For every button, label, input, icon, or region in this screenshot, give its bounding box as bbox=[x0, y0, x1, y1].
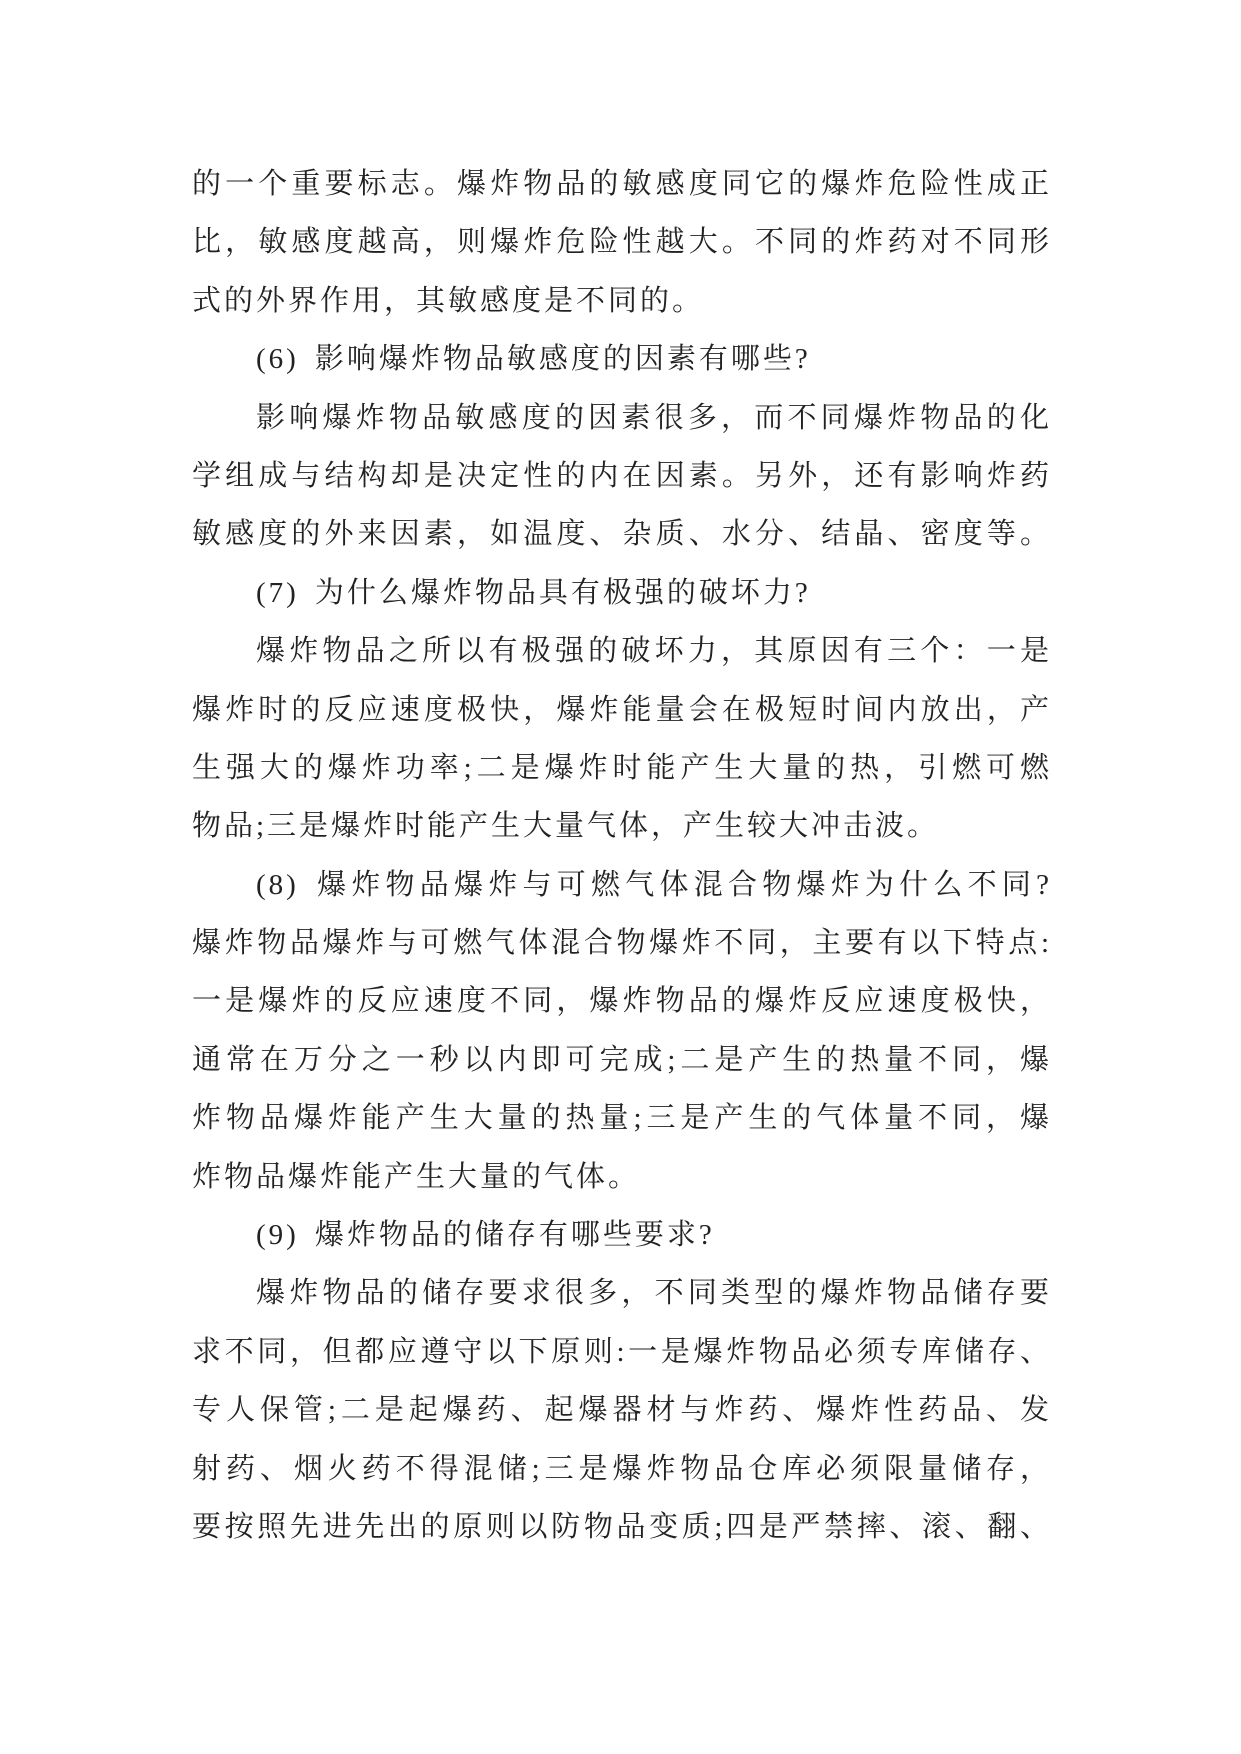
answer-line: 求不同，但都应遵守以下原则:一是爆炸物品必须专库储存、 bbox=[192, 1335, 1052, 1368]
answer-line: 一是爆炸的反应速度不同，爆炸物品的爆炸反应速度极快， bbox=[192, 985, 1052, 1018]
body-text-line: 比，敏感度越高，则爆炸危险性越大。不同的炸药对不同形 bbox=[192, 226, 1052, 259]
question-line bbox=[192, 1206, 1052, 1264]
body-text-line: 的一个重要标志。爆炸物品的敏感度同它的爆炸危险性成正 bbox=[192, 168, 1052, 200]
body-text-line: 式的外界作用，其敏感度是不同的。 bbox=[192, 284, 705, 317]
answer-line: 爆炸物品之所以有极强的破坏力，其原因有三个：一是 bbox=[256, 635, 1052, 668]
answer-line: 专人保管;二是起爆药、起爆器材与炸药、爆炸性药品、发 bbox=[192, 1394, 1052, 1427]
question-text: 影响爆炸物品敏感度的因素有哪些? bbox=[314, 343, 811, 376]
question-number: (8) bbox=[256, 868, 299, 901]
answer-line: 要按照先进先出的原则以防物品变质;四是严禁摔、滚、翻、 bbox=[192, 1510, 1052, 1543]
question-number: (9) bbox=[256, 1219, 299, 1252]
qa-item-9 bbox=[192, 1206, 1052, 1556]
qa-item-8 bbox=[192, 856, 1052, 1206]
question-text: 为什么爆炸物品具有极强的破坏力? bbox=[314, 576, 811, 609]
question-text: 爆炸物品的储存有哪些要求? bbox=[314, 1219, 715, 1252]
answer-line: 爆炸时的反应速度极快，爆炸能量会在极短时间内放出，产 bbox=[192, 693, 1052, 726]
answer-line: 爆炸物品爆炸与可燃气体混合物爆炸不同，主要有以下特点: bbox=[192, 927, 1052, 960]
answer-line: 射药、烟火药不得混储;三是爆炸物品仓库必须限量储存， bbox=[192, 1452, 1052, 1485]
question-line bbox=[192, 330, 1052, 388]
continued-paragraph bbox=[192, 155, 1052, 330]
question-text: 爆炸物品爆炸与可燃气体混合物爆炸为什么不同? bbox=[314, 868, 1052, 901]
answer-line: 生强大的爆炸功率;二是爆炸时能产生大量的热，引燃可燃 bbox=[192, 751, 1052, 784]
answer-line: 炸物品爆炸能产生大量的气体。 bbox=[192, 1160, 641, 1193]
answer-line: 影响爆炸物品敏感度的因素很多，而不同爆炸物品的化 bbox=[256, 401, 1052, 434]
question-number: (6) bbox=[256, 343, 299, 376]
answer-line: 学组成与结构却是决定性的内在因素。另外，还有影响炸药 bbox=[192, 459, 1052, 492]
text-block bbox=[192, 155, 1052, 1556]
answer-line: 爆炸物品的储存要求很多，不同类型的爆炸物品储存要 bbox=[256, 1277, 1052, 1310]
answer-line: 炸物品爆炸能产生大量的热量;三是产生的气体量不同，爆 bbox=[192, 1102, 1052, 1135]
answer-paragraph bbox=[192, 389, 1052, 564]
answer-paragraph bbox=[192, 1264, 1052, 1556]
answer-line: 通常在万分之一秒以内即可完成;二是产生的热量不同，爆 bbox=[192, 1043, 1052, 1076]
question-line bbox=[192, 564, 1052, 622]
qa-item-6 bbox=[192, 330, 1052, 564]
answer-line: 敏感度的外来因素，如温度、杂质、水分、结晶、密度等。 bbox=[192, 518, 1052, 551]
qa-item-7 bbox=[192, 564, 1052, 856]
answer-paragraph bbox=[192, 914, 1052, 1206]
answer-paragraph bbox=[192, 622, 1052, 856]
question-number: (7) bbox=[256, 576, 299, 609]
answer-line: 物品;三是爆炸时能产生大量气体，产生较大冲击波。 bbox=[192, 810, 940, 843]
question-line bbox=[192, 856, 1052, 914]
